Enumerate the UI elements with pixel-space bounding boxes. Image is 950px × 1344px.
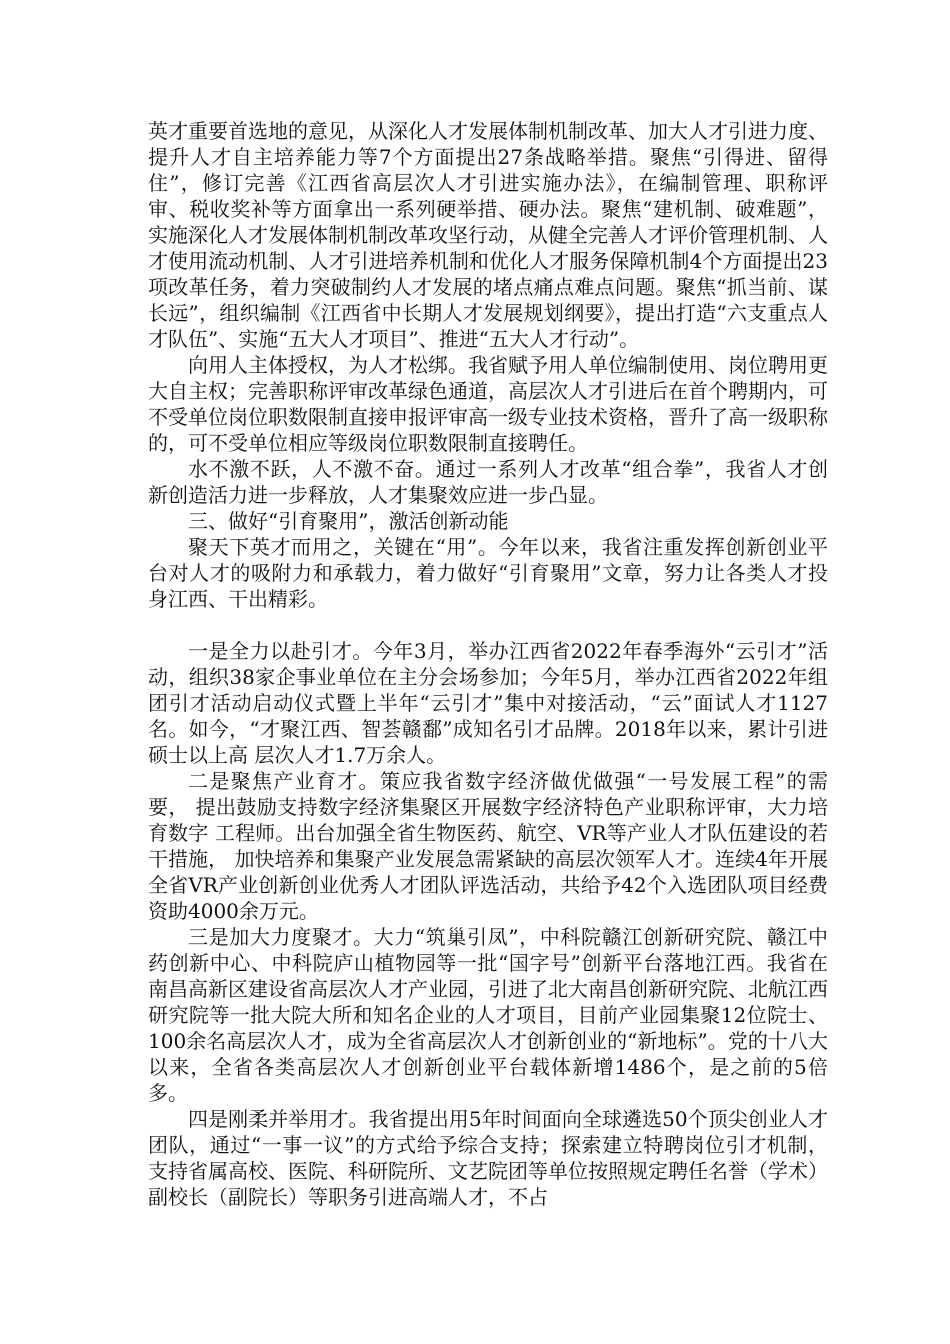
- paragraph-intro: 聚天下英才而用之，关键在“用”。今年以来，我省注重发挥创新创业平台对人才的吸附力和承载力，着力做好“引育聚用”文章，努力让各类人才投身江西、干出精彩。: [148, 535, 828, 611]
- paragraph-continuation: 英才重要首选地的意见，从深化人才发展体制机制改革、加大人才引进力度、提升人才自主培养能力等7个方面提出27条战略举措。聚焦“引得进、留得住”，修订完善《江西省高层次人才引进实施办法》，在编制管理、职称评审、税收奖补等方面拿出一系列硬举措、硬办法。聚焦“建机制、破难题”，实施深化人才发展体制机制改革攻坚行动，从健全完善人才评价管理机制、人才使用流动机制、人才引进培养机制和优化人才服务保障机制4个方面提出23项改革任务，着力突破制约人才发展的堵点痛点难点问题。聚焦“抓当前、谋长远”，组织编制《江西省中长期人才发展规划纲要》，提出打造“六支重点人才队伍”、实施“五大人才项目”、推进“五大人才行动”。: [148, 119, 828, 351]
- paragraph-attract-talent: 一是全力以赴引才。今年3月，举办江西省2022年春季海外“云引才”活动，组织38家企事业单位在主分会场参加；今年5月，举办江西省2022年组团引才活动启动仪式暨上半年“云引才”集中对接活动，“云”面试人才1127名。如今，“才聚江西、智荟赣鄱”成知名引才品牌。2018年以来，累计引进硕士以上高 层次人才1.7万余人。: [148, 639, 828, 767]
- paragraph-use-talent: 四是刚柔并举用才。我省提出用5年时间面向全球遴选50个顶尖创业人才团队，通过“一事一议”的方式给予综合支持；探索建立特聘岗位引才机制，支持省属高校、医院、科研院所、文艺院团等单位按照规定聘任名誉（学术）副校长（副院长）等职务引进高端人才，不占: [148, 1107, 828, 1209]
- paragraph-cultivate-talent: 二是聚焦产业育才。策应我省数字经济做优做强“一号发展工程”的需要， 提出鼓励支持数字经济集聚区开展数字经济特色产业职称评审，大力培育数字 工程师。出台加强全省生物医药、航空、VR等产业人才队伍建设的若干措施， 加快培养和集聚产业发展急需紧缺的高层次领军人才。连续4年开展全省VR产业创新创业优秀人才团队评选活动，共给予42个入选团队项目经费资助4000余万元。: [148, 769, 828, 923]
- paragraph-summary: 水不激不跃，人不激不奋。通过一系列人才改革“组合拳”，我省人才创新创造活力进一步释放，人才集聚效应进一步凸显。: [148, 457, 828, 507]
- section-heading: 三、做好“引育聚用”，激活创新动能: [188, 509, 509, 533]
- document-body: [148, 118, 828, 1210]
- blank-line: [148, 612, 828, 638]
- paragraph-authorization: 向用人主体授权，为人才松绑。我省赋予用人单位编制使用、岗位聘用更大自主权；完善职称评审改革绿色通道，高层次人才引进后在首个聘期内，可不受单位岗位职数限制直接申报评审高一级专业技术资格，晋升了高一级职称的，可不受单位相应等级岗位职数限制直接聘任。: [148, 353, 828, 455]
- paragraph-gather-talent: 三是加大力度聚才。大力“筑巢引凤”，中科院赣江创新研究院、赣江中药创新中心、中科院庐山植物园等一批“国字号”创新平台落地江西。我省在南昌高新区建设省高层次人才产业园，引进了北大南昌创新研究院、北航江西研究院等一批大院大所和知名企业的人才项目，目前产业园集聚12位院士、100余名高层次人才，成为全省高层次人才创新创业的“新地标”。党的十八大以来，全省各类高层次人才创新创业平台载体新增1486个，是之前的5倍多。: [148, 925, 828, 1105]
